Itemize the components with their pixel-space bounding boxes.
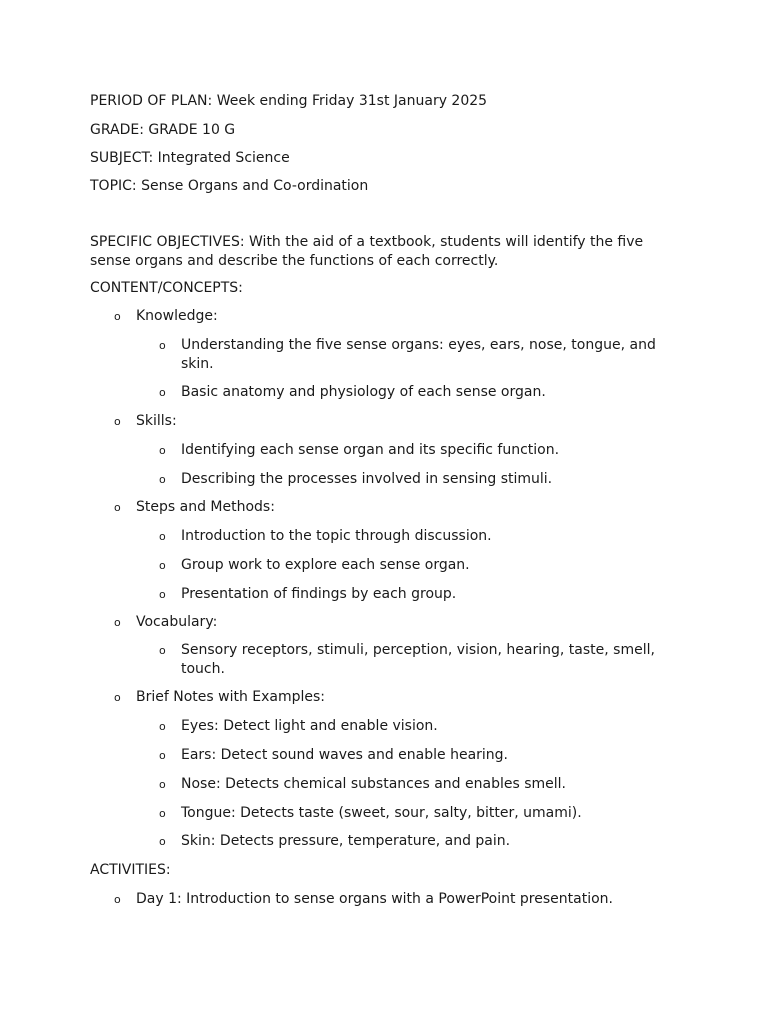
list-item-label: Brief Notes with Examples: — [136, 689, 326, 705]
activities-heading: ACTIVITIES: — [90, 862, 171, 878]
list-item-text: Group work to explore each sense organ. — [181, 557, 470, 573]
list-item-text: Sensory receptors, stimuli, perception, vision, hearing, taste, smell, touch. — [181, 642, 655, 677]
content-concepts-heading: CONTENT/CONCEPTS: — [90, 280, 243, 296]
list-item-text: Understanding the five sense organs: eyes, ears, nose, tongue, and skin. — [181, 337, 656, 372]
list-item-text: Ears: Detect sound waves and enable hearing. — [181, 747, 509, 763]
list-item-steps — [114, 498, 656, 517]
list-item-text: Day 1: Introduction to sense organs with a PowerPoint presentation. — [136, 891, 613, 907]
list-item — [159, 585, 656, 604]
period-of-plan: PERIOD OF PLAN: Week ending Friday 31st January 2025 — [90, 93, 488, 109]
list-item-label: Skills: — [136, 413, 177, 429]
grade: GRADE: GRADE 10 G — [90, 122, 236, 138]
bullet-icon: o — [159, 530, 166, 543]
list-item — [159, 527, 656, 546]
bullet-icon: o — [114, 893, 121, 906]
bullet-icon: o — [159, 835, 166, 848]
bullet-icon: o — [159, 444, 166, 457]
bullet-icon: o — [114, 310, 121, 323]
list-item-label: Knowledge: — [136, 308, 218, 324]
list-item — [159, 717, 656, 736]
list-item-text: Eyes: Detect light and enable vision. — [181, 718, 438, 734]
subject: SUBJECT: Integrated Science — [90, 150, 290, 166]
list-item — [159, 470, 656, 489]
bullet-icon: o — [114, 691, 121, 704]
bullet-icon: o — [159, 749, 166, 762]
bullet-icon: o — [159, 588, 166, 601]
list-item — [159, 804, 656, 823]
bullet-icon: o — [159, 778, 166, 791]
list-item — [159, 336, 656, 374]
bullet-icon: o — [159, 473, 166, 486]
list-item-label: Steps and Methods: — [136, 499, 275, 515]
list-item-label: Vocabulary: — [136, 614, 218, 630]
list-item-brief-notes — [114, 688, 656, 707]
list-item-text: Presentation of findings by each group. — [181, 586, 457, 602]
bullet-icon: o — [159, 386, 166, 399]
bullet-icon: o — [159, 807, 166, 820]
list-item-text: Nose: Detects chemical substances and enables smell. — [181, 776, 566, 792]
list-item-text: Introduction to the topic through discussion. — [181, 528, 492, 544]
list-item — [159, 832, 656, 851]
specific-objectives: SPECIFIC OBJECTIVES: With the aid of a textbook, students will identify the five sense organs and describe the functions of each correctly. — [90, 234, 644, 269]
bullet-icon: o — [159, 339, 166, 352]
list-item-knowledge — [114, 307, 656, 326]
list-item — [159, 641, 656, 679]
list-item-vocabulary — [114, 613, 656, 632]
list-item — [159, 556, 656, 575]
list-item-activity — [114, 890, 656, 909]
list-item-skills — [114, 412, 656, 431]
bullet-icon: o — [114, 501, 121, 514]
list-item-text: Identifying each sense organ and its specific function. — [181, 442, 560, 458]
bullet-icon: o — [114, 415, 121, 428]
list-item — [159, 746, 656, 765]
list-item-text: Tongue: Detects taste (sweet, sour, salty, bitter, umami). — [181, 805, 582, 821]
list-item-text: Skin: Detects pressure, temperature, and pain. — [181, 833, 511, 849]
list-item-text: Describing the processes involved in sensing stimuli. — [181, 471, 553, 487]
bullet-icon: o — [114, 616, 121, 629]
bullet-icon: o — [159, 644, 166, 657]
list-item — [159, 441, 656, 460]
bullet-icon: o — [159, 559, 166, 572]
list-item — [159, 775, 656, 794]
list-item — [159, 383, 656, 402]
list-item-text: Basic anatomy and physiology of each sense organ. — [181, 384, 546, 400]
topic: TOPIC: Sense Organs and Co-ordination — [90, 178, 369, 194]
bullet-icon: o — [159, 720, 166, 733]
